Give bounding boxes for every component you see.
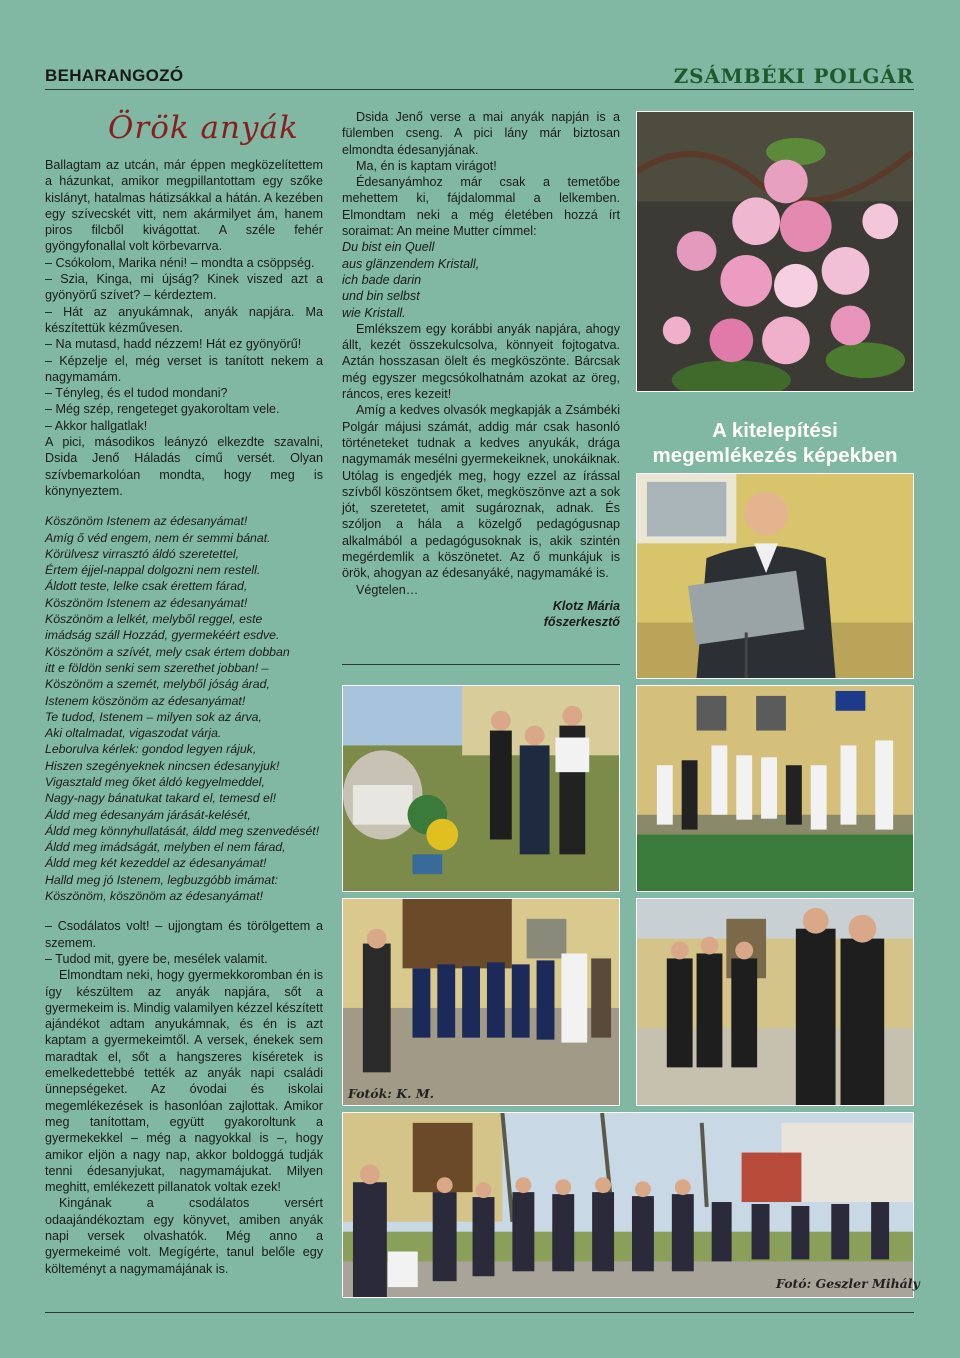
section-label: BEHARANGOZÓ: [45, 66, 184, 85]
paragraph: – Képzelje el, még verset is tanított nekem a nagymamám.: [45, 353, 323, 384]
poem-line: Köszönöm Istenem az édesanyámat!: [45, 514, 248, 529]
column-end-rule: [342, 664, 620, 665]
poem-line: Értem éjjel-nappal dolgozni nem restell.: [45, 563, 261, 578]
poem-line: Leborulva kérlek: gondod legyen rájuk,: [45, 742, 257, 757]
author-title: főszerkesztő: [543, 615, 620, 630]
memorial-wreath-photo: [342, 685, 620, 892]
paragraph: Emlékszem egy korábbi anyák napjára, ahogy állt, kezét összekulcsolva, könnyeit fojtogatva. Aztán hosszasan ölelt és megköszönte. Bárcsak még egyszer megcsókolhatnám azokat az öreg, ráncos, eres kezeit!: [342, 321, 620, 402]
paragraph: Kingának a csodálatos versért odaajándékoztam egy könyvet, amiben anyák napi versek olvashatók. Még anno a gyermekeimé volt. Megígérte, tanul belőle egy költeményt a nagymamájának is.: [45, 1196, 323, 1276]
paragraph: Végtelen…: [356, 582, 419, 597]
paragraph: – Csókolom, Marika néni! – mondta a csöppség.: [45, 255, 315, 270]
paragraph: – Tudod mit, gyere be, mesélek valamit.: [45, 951, 268, 966]
poem: [45, 513, 323, 904]
paragraph: Elmondtam neki, hogy gyermekkoromban én is így készültem az anyák napjára, sőt a gyermekeim is. Mindig valamilyen kézzel készített ajándékot adtam anyukámnak, és én is azt kaptam a gyermekeimtől. A versek, énekek sem maradtak el, sőt a hangszeres kíséretek is emelkedettebbé tették az anyák napi családi ünnepségeket. Az óvodai és iskolai megemlékezések is hasonlóan zajlottak. Amikor meg tanítottam, együtt gyakoroltunk a gyermekekkel – még a nagyokkal is –, hogy amikor eljön a nagy nap, akkor boldoggá tudják tenni édesanyjukat, nagymamájukat. Milyen meghitt, emlékezett pillanatok voltak ezek!: [45, 968, 323, 1195]
poem-line: aus glänzendem Kristall,: [342, 256, 480, 271]
gallery-heading-line: megemlékezés képekben: [652, 444, 898, 467]
column-1: [45, 157, 323, 1277]
poem-line: Köszönöm a lelkét, melyből reggel, este: [45, 612, 263, 627]
paragraph: Dsida Jenő verse a mai anyák napján is a fülemben cseng. A pici lány már biztosan elmondta édesanyjának.: [342, 110, 620, 157]
photo-credit: Fotók: K. M.: [348, 1086, 435, 1101]
poem-line: Vigasztald meg őket áldó kegyelmeddel,: [45, 774, 265, 789]
poem-line: Áldd meg két kezeddel az édesanyámat!: [45, 856, 267, 871]
poem-line: Köszönöm a szemét, melyből jóság árad,: [45, 677, 270, 692]
article-title: Örök anyák: [108, 110, 299, 146]
crowd-photo: [342, 1112, 914, 1298]
gallery-heading: [636, 418, 914, 468]
paragraph: A pici, másodikos leányzó elkezdte szavalni, Dsida Jenő Háladás című versét. Olyan szívbemarkolóan mondta, hogy meg is könynyeztem.: [45, 435, 323, 498]
poem-line: Amíg ő véd engem, nem ér semmi bánat.: [45, 530, 271, 545]
poem-line: Te tudod, Istenem – milyen sok az árva,: [45, 709, 262, 724]
adult-choir-photo: [342, 898, 620, 1106]
paragraph: Édesanyámhoz már csak a temetőbe mehettem ki, fájdalommal a lelkemben. Elmondtam neki a még életében hozzá írt soraimat: An meine Mutter címmel:: [342, 175, 620, 239]
paragraph: – Csodálatos volt! – ujjongtam és törölgettem a szemem.: [45, 919, 323, 950]
poem-line: Köszönöm, köszönöm az édesanyámat!: [45, 889, 264, 904]
poem-line: Köszönöm a szívét, mely csak értem dobban: [45, 644, 290, 659]
poem-line: Áldd meg imádságát, melyben el nem fárad,: [45, 840, 286, 855]
poem-line: itt e földön senki sem szerethet jobban! –: [45, 660, 269, 675]
poem-line: Áldd meg édesanyám járását-kelését,: [45, 807, 251, 822]
flower-photo: [636, 111, 914, 392]
paragraph: Amíg a kedves olvasók megkapják a Zsámbéki Polgár májusi számát, addig már csak hasonló történeteket tudnak a kedves anyukák, drága nagymamák mesélni gyermekeiknek, unokáiknak. Utólag is engedjék meg, hogy ezzel az írással szívből köszöntsem őket, megköszönve azt a sok jót, szeretetet, amit sugároznak, adnak. És szóljon a hála a közelgő pedagógusnap alkalmából a pedagógusoknak is, akik szintén megérdemlik a köszönetet. Az ő munkájuk is örök, ahogyan az édesanyáké, nagymamáké is.: [342, 403, 620, 581]
poem-line: Aki oltalmadat, vigaszodat várja.: [45, 726, 222, 741]
officials-photo: [636, 898, 914, 1106]
poem-line: Áldd meg könnyhullatását, áldd meg szenvedését!: [45, 823, 320, 838]
paragraph: – Akkor hallgatlak!: [45, 418, 148, 433]
paragraph: – Tényleg, és el tudod mondani?: [45, 386, 228, 401]
poem-line: Nagy-nagy bánatukat takard el, temesd el!: [45, 791, 277, 806]
speaker-photo: [636, 473, 914, 679]
paragraph: Ballagtam az utcán, már éppen megközelítettem a házunkat, amikor megpillantottam egy szőke kislányt, hatalmas hátizsákkal a hátán. A kezében egy szívecskét vitt, nem akármilyet ám, hanem piros filcből kivágottat. A széle fehér gyöngyfonallal volt körbevarrva.: [45, 158, 323, 254]
poem-line: Hiszen szegényeknek nincsen édesanyjuk!: [45, 758, 280, 773]
paragraph: – Na mutasd, hadd nézzem! Hát ez gyönyörű!: [45, 337, 302, 352]
poem-line: und bin selbst: [342, 289, 420, 304]
paragraph: – Szia, Kinga, mi újság? Kinek viszed azt a gyönyörű szívet? – kérdeztem.: [45, 272, 323, 303]
gallery-heading-line: A kitelepítési: [712, 419, 838, 442]
publication-name: ZSÁMBÉKI POLGÁR: [673, 64, 914, 88]
paragraph: – Hát az anyukámnak, anyák napjára. Ma készítettük kézművesen.: [45, 304, 323, 335]
poem-line: ich bade darin: [342, 272, 422, 287]
column-2: [342, 109, 620, 631]
paragraph: – Még szép, rengeteget gyakoroltam vele.: [45, 402, 280, 417]
children-choir-photo: [636, 685, 914, 892]
paragraph: Ma, én is kaptam virágot!: [356, 158, 497, 173]
poem-line: imádság száll Hozzád, gyermekéért esdve.: [45, 628, 280, 643]
poem-line: Du bist ein Quell: [342, 240, 435, 255]
poem-line: Halld meg jó Istenem, legbuzgóbb imámat:: [45, 872, 279, 887]
poem-line: wie Kristall.: [342, 305, 406, 320]
poem-line: Köszönöm Istenem az édesanyámat!: [45, 595, 248, 610]
header-rule: [45, 89, 914, 90]
poem-line: Körülvesz virrasztó áldó szeretettel,: [45, 546, 240, 561]
footer-rule: [45, 1312, 914, 1313]
author-name: Klotz Mária: [552, 598, 620, 613]
poem-line: Istenem köszönöm az édesanyámat!: [45, 693, 246, 708]
poem-line: Áldott teste, lelke csak érettem fárad,: [45, 579, 248, 594]
photo-credit: Fotó: Geszler Mihály: [776, 1276, 920, 1291]
